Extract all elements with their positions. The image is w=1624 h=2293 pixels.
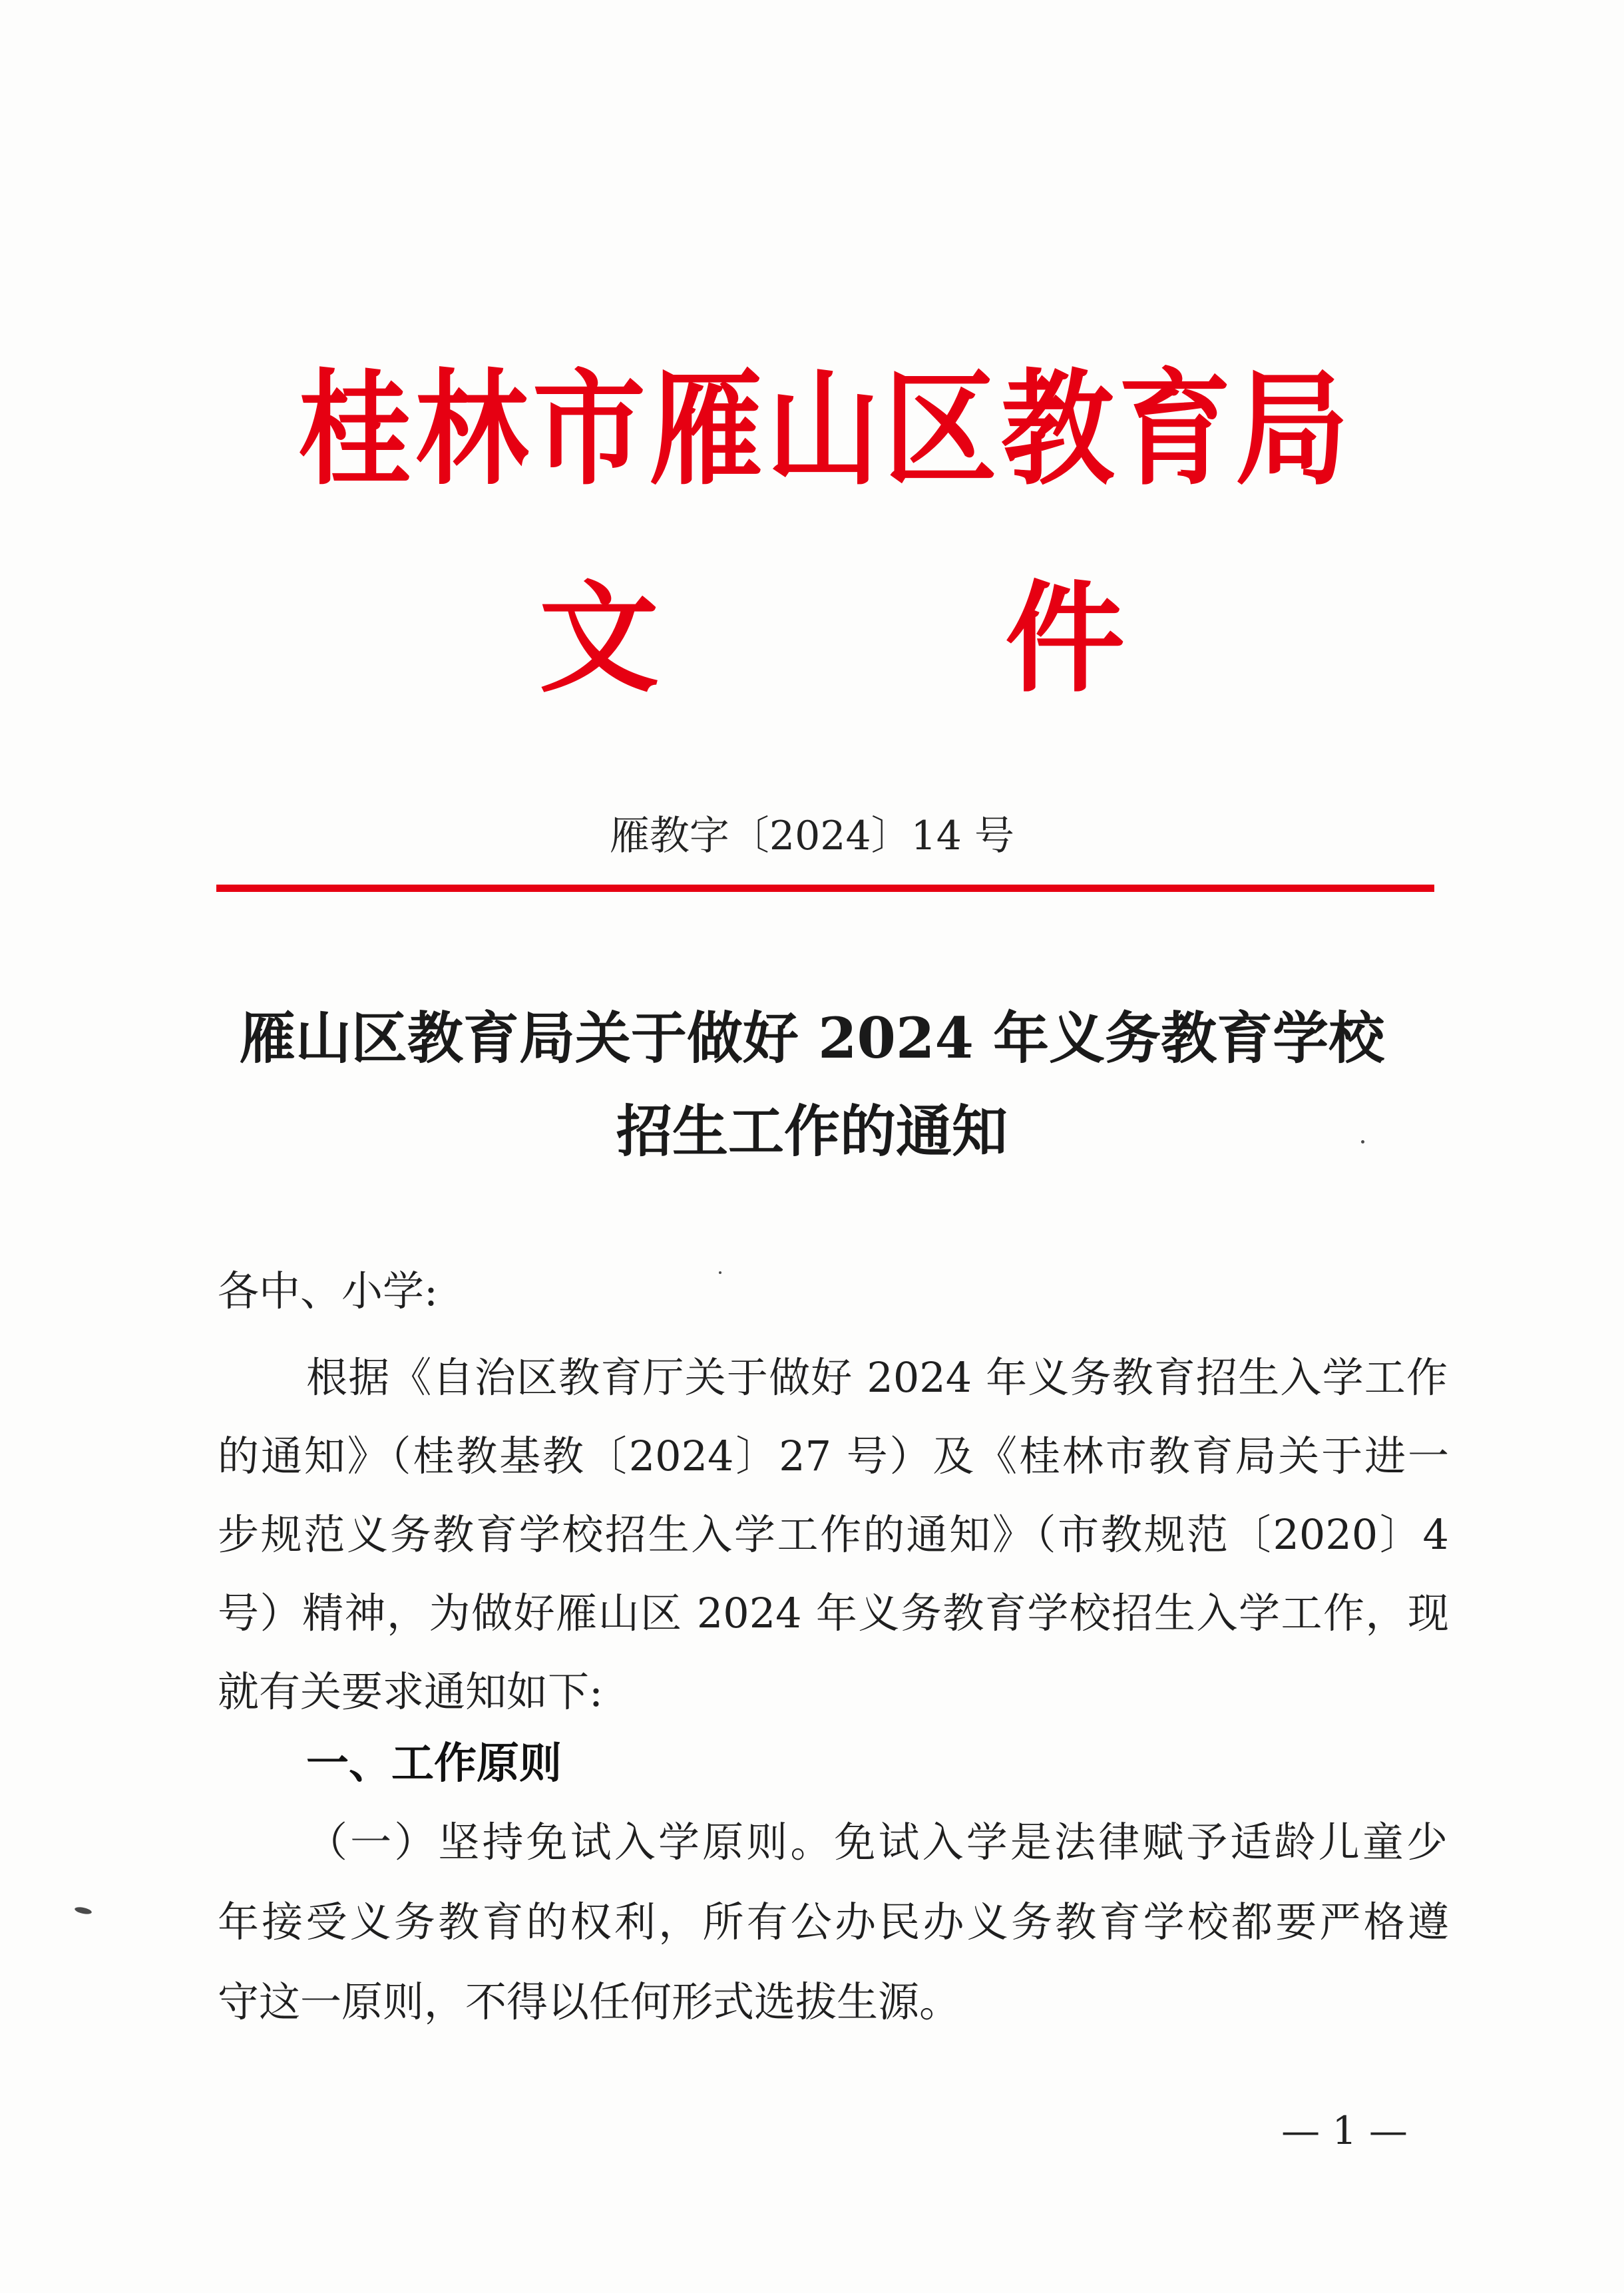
clause-line-2: 年接受义务教育的权利，所有公办民办义务教育学校都要严格遵 bbox=[218, 1898, 1449, 1946]
intro-line-3: 步规范义务教育学校招生入学工作的通知》（市教规范〔2020〕4 bbox=[218, 1510, 1449, 1559]
intro-line-5: 就有关要求通知如下: bbox=[218, 1667, 603, 1716]
intro-line-2: 的通知》（桂教基教〔2024〕27 号）及《桂林市教育局关于进一 bbox=[218, 1432, 1449, 1480]
intro-line-4: 号）精神，为做好雁山区 2024 年义务教育学校招生入学工作，现 bbox=[218, 1589, 1449, 1637]
intro-line-1: 根据《自治区教育厅关于做好 2024 年义务教育招生入学工作 bbox=[306, 1353, 1448, 1402]
notice-title-line-1: 雁山区教育局关于做好 2024 年义务教育学校 bbox=[239, 1005, 1385, 1071]
scan-speck bbox=[74, 1906, 92, 1915]
section-heading-work-principles: 一、工作原则 bbox=[306, 1739, 562, 1788]
issuing-authority-header: 桂林市雁山区教育局 bbox=[298, 356, 1352, 503]
clause-line-3: 守这一原则，不得以任何形式选拔生源。 bbox=[218, 1978, 961, 2026]
notice-title-line-2: 招生工作的通知 bbox=[616, 1098, 1008, 1164]
salutation: 各中、小学: bbox=[218, 1267, 438, 1315]
red-divider-line bbox=[216, 885, 1434, 892]
document-number: 雁教字〔2024〕14 号 bbox=[609, 813, 1015, 859]
document-label-wen: 文 bbox=[538, 568, 659, 709]
page-number: — 1 — bbox=[1281, 2108, 1408, 2153]
scan-speck bbox=[719, 1271, 721, 1274]
document-label-jian: 件 bbox=[1004, 568, 1125, 709]
clause-line-1: （一）坚持免试入学原则。免试入学是法律赋予适龄儿童少 bbox=[306, 1818, 1448, 1866]
scan-speck bbox=[1361, 1140, 1364, 1144]
